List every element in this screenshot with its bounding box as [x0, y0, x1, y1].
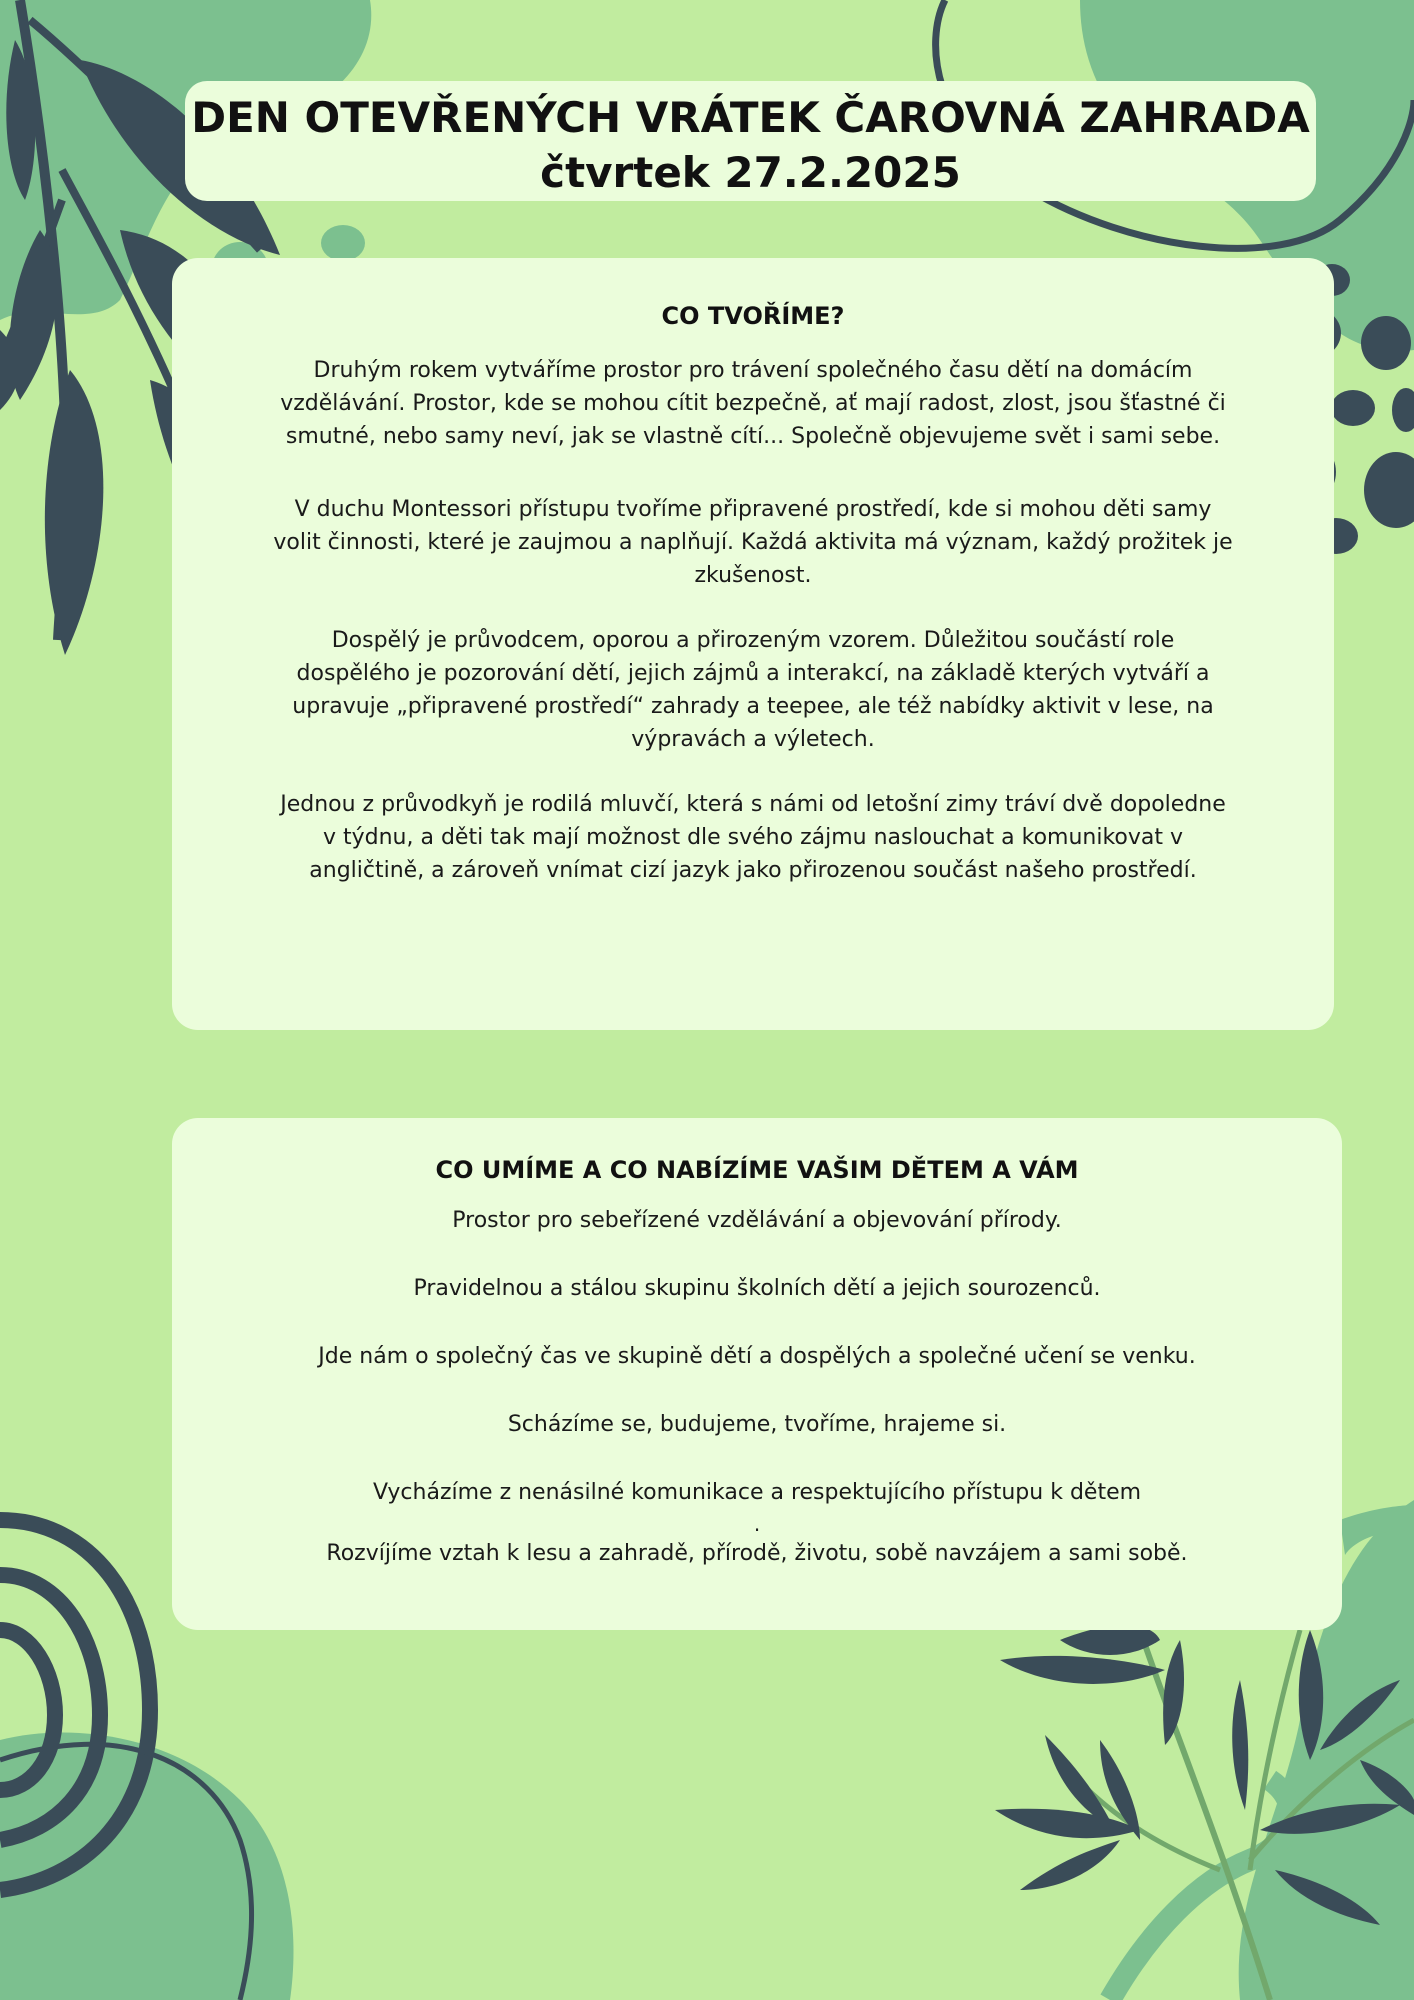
offer-item: Jde nám o společný čas ve skupině dětí a dospělých a společné učení se venku.	[318, 1344, 1196, 1369]
paragraph: V duchu Montessori přístupu tvoříme připravené prostředí, kde si mohou děti samy volit činnosti, které je zaujmou a naplňují. Každá aktivita má význam, každý prožitek je zkušenost.	[273, 497, 1233, 588]
section-heading: CO TVOŘÍME?	[661, 302, 845, 330]
section-co-nabizime	[172, 1118, 1342, 1630]
offer-item: Vycházíme z nenásilné komunikace a respektujícího přístupu k dětem	[372, 1480, 1142, 1505]
event-title: DEN OTEVŘENÝCH VRÁTEK ČAROVNÁ ZAHRADA	[191, 93, 1310, 142]
paragraph: Jednou z průvodkyň je rodilá mluvčí, která s námi od letošní zimy tráví dvě dopoledne v týdnu, a děti tak mají možnost dle svého zájmu naslouchat a komunikovat v angličtině, a zároveň vnímat cizí jazyk jako přirozenou součást našeho prostředí.	[280, 792, 1226, 883]
paragraph: Druhým rokem vytváříme prostor pro trávení společného času dětí na domácím vzdělávání. Prostor, kde se mohou cítit bezpečně, ať mají radost, zlost, jsou šťastné či smutné, nebo samy neví, jak se vlastně cítí... Společně objevujeme svět i sami sebe.	[280, 358, 1226, 449]
stray-period: .	[753, 1512, 761, 1536]
title-banner	[185, 81, 1316, 201]
offer-item: Rozvíjíme vztah k lesu a zahradě, přírodě, životu, sobě navzájem a sami sobě.	[326, 1541, 1188, 1566]
section-co-tvorime	[172, 258, 1334, 1030]
green-dot-small	[321, 225, 365, 261]
section-heading: CO UMÍME A CO NABÍZÍME VAŠIM DĚTEM A VÁM	[435, 1156, 1079, 1184]
offer-item: Prostor pro sebeřízené vzdělávání a objevování přírody.	[452, 1208, 1062, 1233]
offer-item: Pravidelnou a stálou skupinu školních dětí a jejich sourozenců.	[413, 1276, 1101, 1301]
offer-item: Scházíme se, budujeme, tvoříme, hrajeme si.	[507, 1412, 1007, 1437]
paragraph: Dospělý je průvodcem, oporou a přirozeným vzorem. Důležitou součástí role dospělého je pozorování dětí, jejich zájmů a interakcí, na základě kterých vytváří a upravuje „připravené prostředí“ zahrady a teepee, ale též nabídky aktivit v lese, na výpravách a výletech.	[292, 628, 1214, 752]
event-date: čtvrtek 27.2.2025	[540, 148, 961, 197]
